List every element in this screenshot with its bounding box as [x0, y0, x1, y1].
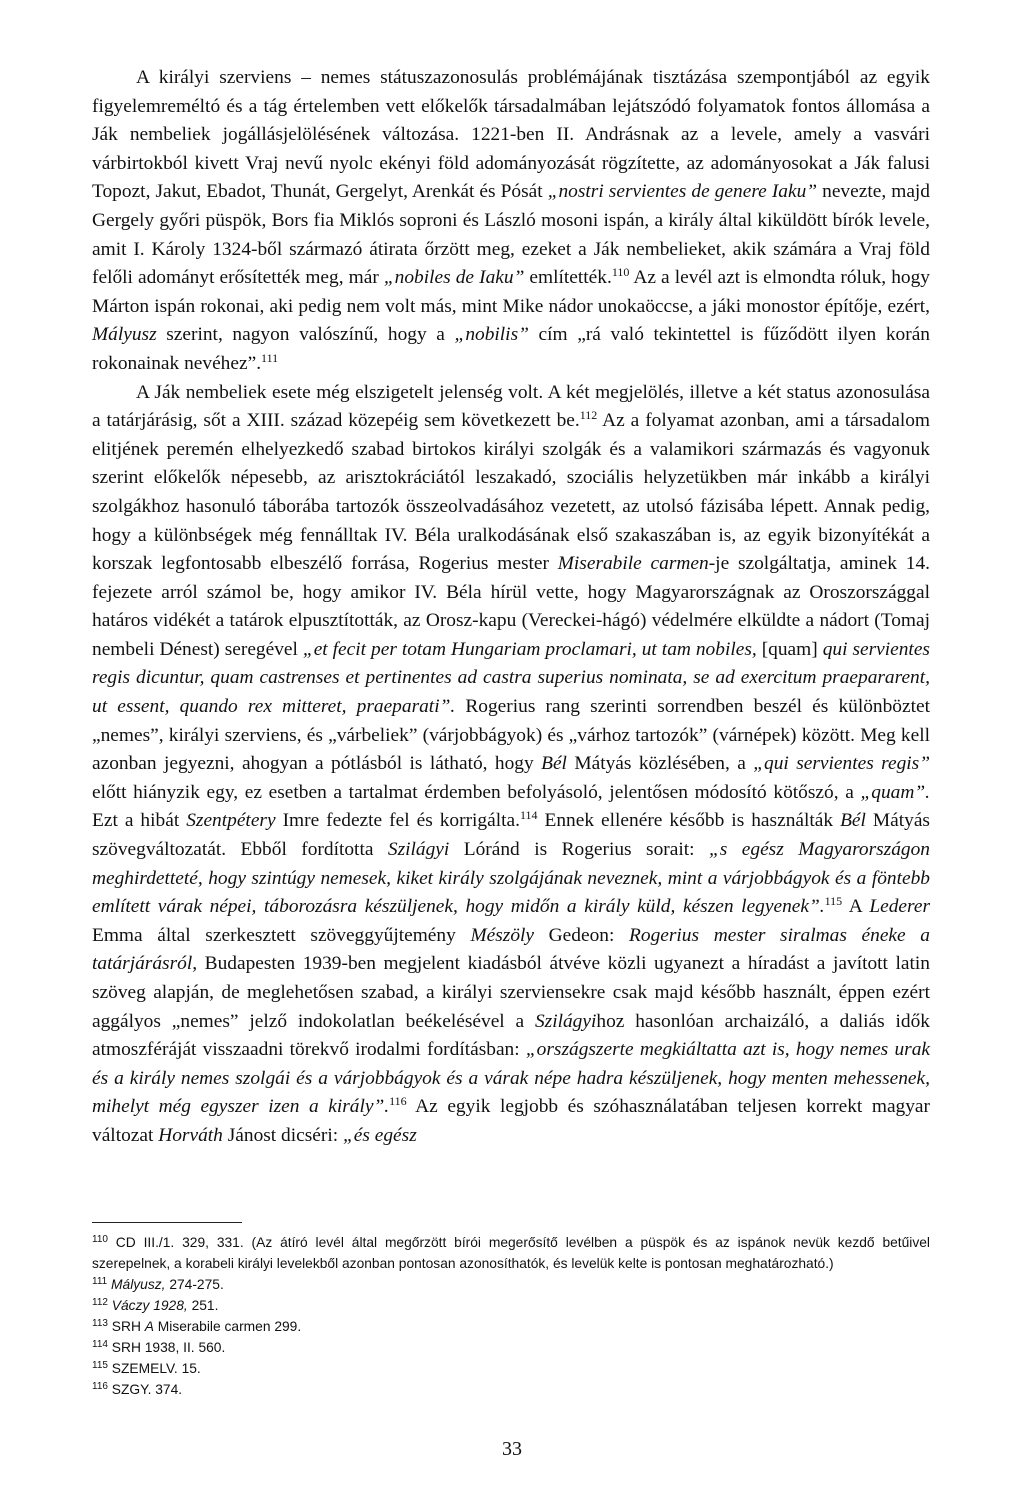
italic-text: Szentpétery — [186, 810, 276, 832]
footnote — [92, 1358, 930, 1379]
footnote-number: 114 — [92, 1339, 108, 1350]
italic-text: Rogerius mester siralmas éneke a tatárjárásról, — [92, 924, 931, 975]
text-run: SRH — [107, 1319, 145, 1334]
text-run: nevezte, majd Gergely győri püspök, Bors fia Miklós soproni és László mosoni ispán, a király által kiküldött bírók levele, amit I. Károly 1324-ből származó átirata őrzött meg, ezeket a Ják nembelieket, akik számára a Vraj föld felőli adományt erősítették meg, már — [92, 181, 931, 289]
text-run: Mátyás szövegváltozatát. Ebből fordította — [92, 810, 930, 861]
paragraph — [92, 64, 930, 379]
footnote-number: 111 — [92, 1276, 108, 1287]
footnote-reference: 116 — [389, 1094, 407, 1109]
italic-text: „országszerte megkiáltatta azt is, hogy nemes urak és a király nemes szolgái és a várjobbágyok és a várak népe hadra készüljenek, hogy menten mehessenek, mihelyt még egyszer izen a király”. — [92, 1039, 930, 1118]
footnote — [92, 1316, 930, 1337]
italic-text: „s egész Magyarországon meghirdetteté, hogy szintúgy nemesek, kiket király szolgájának neveznek, mint a várjobbágyok és a föntebb említett várak népei, táborozásra készüljenek, hogy midőn a király küld, készen legyenek”. — [92, 839, 931, 918]
text-run: Emma által szerkesztett szöveggyűjtemény — [92, 924, 471, 946]
text-run: A — [842, 896, 870, 918]
text-run: Budapesten 1939-ben megjelent kiadásból átvéve közli ugyanezt a híradást a javított latin szöveg alapján, de meglehetősen szabad, a királyi szerviensekre csak majd később használt, éppen ezért aggályos „nemes” jelző indokolatlan beékelésével a — [92, 953, 930, 1032]
text-run: SZEMELV. 15. — [107, 1361, 201, 1376]
italic-text: qui servientes regis dicuntur, quam castrenses et pertinentes ad castra superius nominata, se ad exercitum praepararent, ut essent, quando rex mitteret, praeparati”. — [92, 638, 930, 718]
footnote-reference: 115 — [824, 894, 843, 909]
text-run: 251. — [187, 1298, 219, 1313]
page-number: 33 — [502, 1438, 522, 1460]
text-run: Ennek ellenére később is használták — [537, 810, 841, 832]
footnote-number: 113 — [92, 1318, 108, 1329]
text-run: előtt hiányzik egy, ez esetben a tartalmat érdemben befolyásoló, jelentősen módosító kötőszó, a — [92, 781, 861, 803]
text-run: Jánost dicséri: — [222, 1124, 343, 1146]
text-run: Az a levél azt is elmondta róluk, hogy Márton ispán rokonai, aki pedig nem volt más, mint Mike nádor unokaöccse, a jáki monostor építője, ezért, — [92, 267, 930, 317]
italic-text: Miserabile carmen — [557, 553, 709, 575]
italic-text: „et fecit per totam Hungariam proclamari, ut tam nobiles, — [302, 638, 757, 660]
text-run: SZGY. 374. — [107, 1382, 183, 1397]
text-run: SRH 1938, II. 560. — [107, 1340, 226, 1355]
footnote-reference: 111 — [261, 350, 279, 365]
italic-text: Bél — [840, 810, 866, 832]
body-text — [92, 64, 930, 1151]
italic-text: Mályusz — [92, 324, 157, 346]
footnote-number: 112 — [92, 1297, 108, 1308]
italic-text: A — [144, 1319, 154, 1334]
text-run: Az a folyamat azonban, ami a társadalom elitjének peremén elhelyezkedő szabad birtokos királyi szolgák és a valamikori származás és vagyonuk szerint előkelők népesebb, az arisztokráciától leszakadó, szociális helyzetükben már inkább a királyi szolgákhoz hasonuló táborába tartozók összeolvadásához vezetett, az utolsó fázisába lépett. Annak pedig, hogy a különbségek még fennálltak IV. Béla uralkodásának első szakaszában is, az egyik bizonyítékát a korszak legfontosabb elbeszélő forrása, Rogerius mester — [92, 410, 930, 575]
text-run: A Ják nembeliek esete még elszigetelt jelenség volt. A két megjelölés, illetve a két status azonosulása a tatárjárásig, sőt a XIII. század közepéig sem következett be. — [92, 381, 930, 432]
footnote — [92, 1379, 930, 1400]
text-run: Lóránd is Rogerius sorait: — [449, 839, 709, 861]
text-run: szerint, nagyon valószínű, hogy a — [156, 324, 455, 346]
text-run: cím „rá való tekintettel is fűződött ilyen korán rokonainak nevéhez”. — [92, 324, 930, 374]
italic-text: „nostri servientes de genere Iaku” — [547, 181, 818, 203]
text-run: Az egyik legjobb és szóhasználatában teljesen korrekt magyar változat — [92, 1096, 931, 1146]
text-run: Ezt a hibát — [92, 810, 187, 832]
italic-text: Mészöly — [470, 924, 535, 946]
text-run: említették. — [524, 267, 612, 289]
text-run: Miserabile carmen 299. — [153, 1319, 302, 1334]
footnote-divider — [92, 1222, 242, 1223]
italic-text: „nobilis” — [454, 324, 529, 346]
italic-text: Lederer — [869, 896, 930, 918]
footnote — [92, 1337, 930, 1358]
italic-text: Szilágyi — [534, 1010, 597, 1032]
footnote-reference: 110 — [611, 265, 630, 280]
italic-text: „qui servientes regis” — [753, 753, 930, 775]
text-run: Imre fedezte fel és korrigálta. — [275, 810, 520, 832]
footnotes — [92, 1232, 930, 1400]
footnote-reference: 112 — [579, 408, 598, 423]
italic-text: Szilágyi — [387, 839, 450, 861]
text-run: 274-275. — [165, 1277, 224, 1292]
paragraph — [92, 379, 930, 1151]
text-run: hoz hasonlóan archaizáló, a daliás idők atmoszféráját visszaadni törekvő irodalmi fordításban: — [92, 1010, 930, 1061]
italic-text: Mályusz, — [111, 1277, 166, 1292]
italic-text: Horváth — [158, 1124, 223, 1146]
footnote — [92, 1295, 930, 1316]
text-run: CD III./1. 329, 331. (Az átíró levél által megőrzött bírói megerősítő levélben a püspök és az ispánok nevük kezdő betűivel szerepelnek, a korabeli királyi levelekből azonban pontosan azonosíthatók, és levelük kelte is pontosan meghatározható.) — [92, 1235, 930, 1271]
footnote-reference: 114 — [519, 808, 538, 823]
footnote-number: 110 — [92, 1234, 108, 1245]
footnote — [92, 1232, 930, 1274]
footnote — [92, 1274, 930, 1295]
text-run: Mátyás közlésében, a — [566, 753, 754, 775]
italic-text: Bél — [541, 753, 567, 775]
italic-text: „és egész — [342, 1124, 417, 1146]
italic-text: „nobiles de Iaku” — [383, 267, 525, 289]
text-run: Gedeon: — [534, 924, 630, 946]
italic-text: „quam”. — [860, 781, 930, 803]
text-run: A királyi szerviens – nemes státuszazonosulás problémájának tisztázása szempontjából az egyik figyelemreméltó és a tág értelemben vett előkelők társadalmában lejátszódó folyamatok fontos állomása a Ják nembeliek jogállásjelölésének változása. 1221-ben II. Andrásnak az a levele, amely a vasvári várbirtokból kivett Vraj nevű nyolc ekényi föld adományozását rögzítette, az adományosokat a Ják falusi Topozt, Jakut, Ebadot, Thunát, Gergelyt, Arenkát és Pósát — [92, 67, 930, 203]
text-run: [quam] — [756, 638, 823, 660]
footnote-number: 116 — [92, 1381, 108, 1392]
text-run: Rogerius rang szerinti sorrendben beszél és különböztet „nemes”, királyi szerviens, és „várbeliek” (várjobbágyok) és „várhoz tartozók” (várnépek) között. Meg kell azonban jegyezni, ahogyan a pótlásból is látható, hogy — [92, 696, 930, 775]
text-run: -je szolgáltatja, aminek 14. fejezete arról számol be, hogy amikor IV. Béla hírül vette, hogy Magyarországnak az Oroszországgal határos vidékét a tatárok elpusztították, az Orosz-kapu (Vereckei-hágó) védelmére elküldte a nádort (Tomaj nembeli Dénest) seregével — [92, 553, 931, 660]
footnote-number: 115 — [92, 1360, 108, 1371]
italic-text: Váczy 1928, — [111, 1298, 188, 1313]
